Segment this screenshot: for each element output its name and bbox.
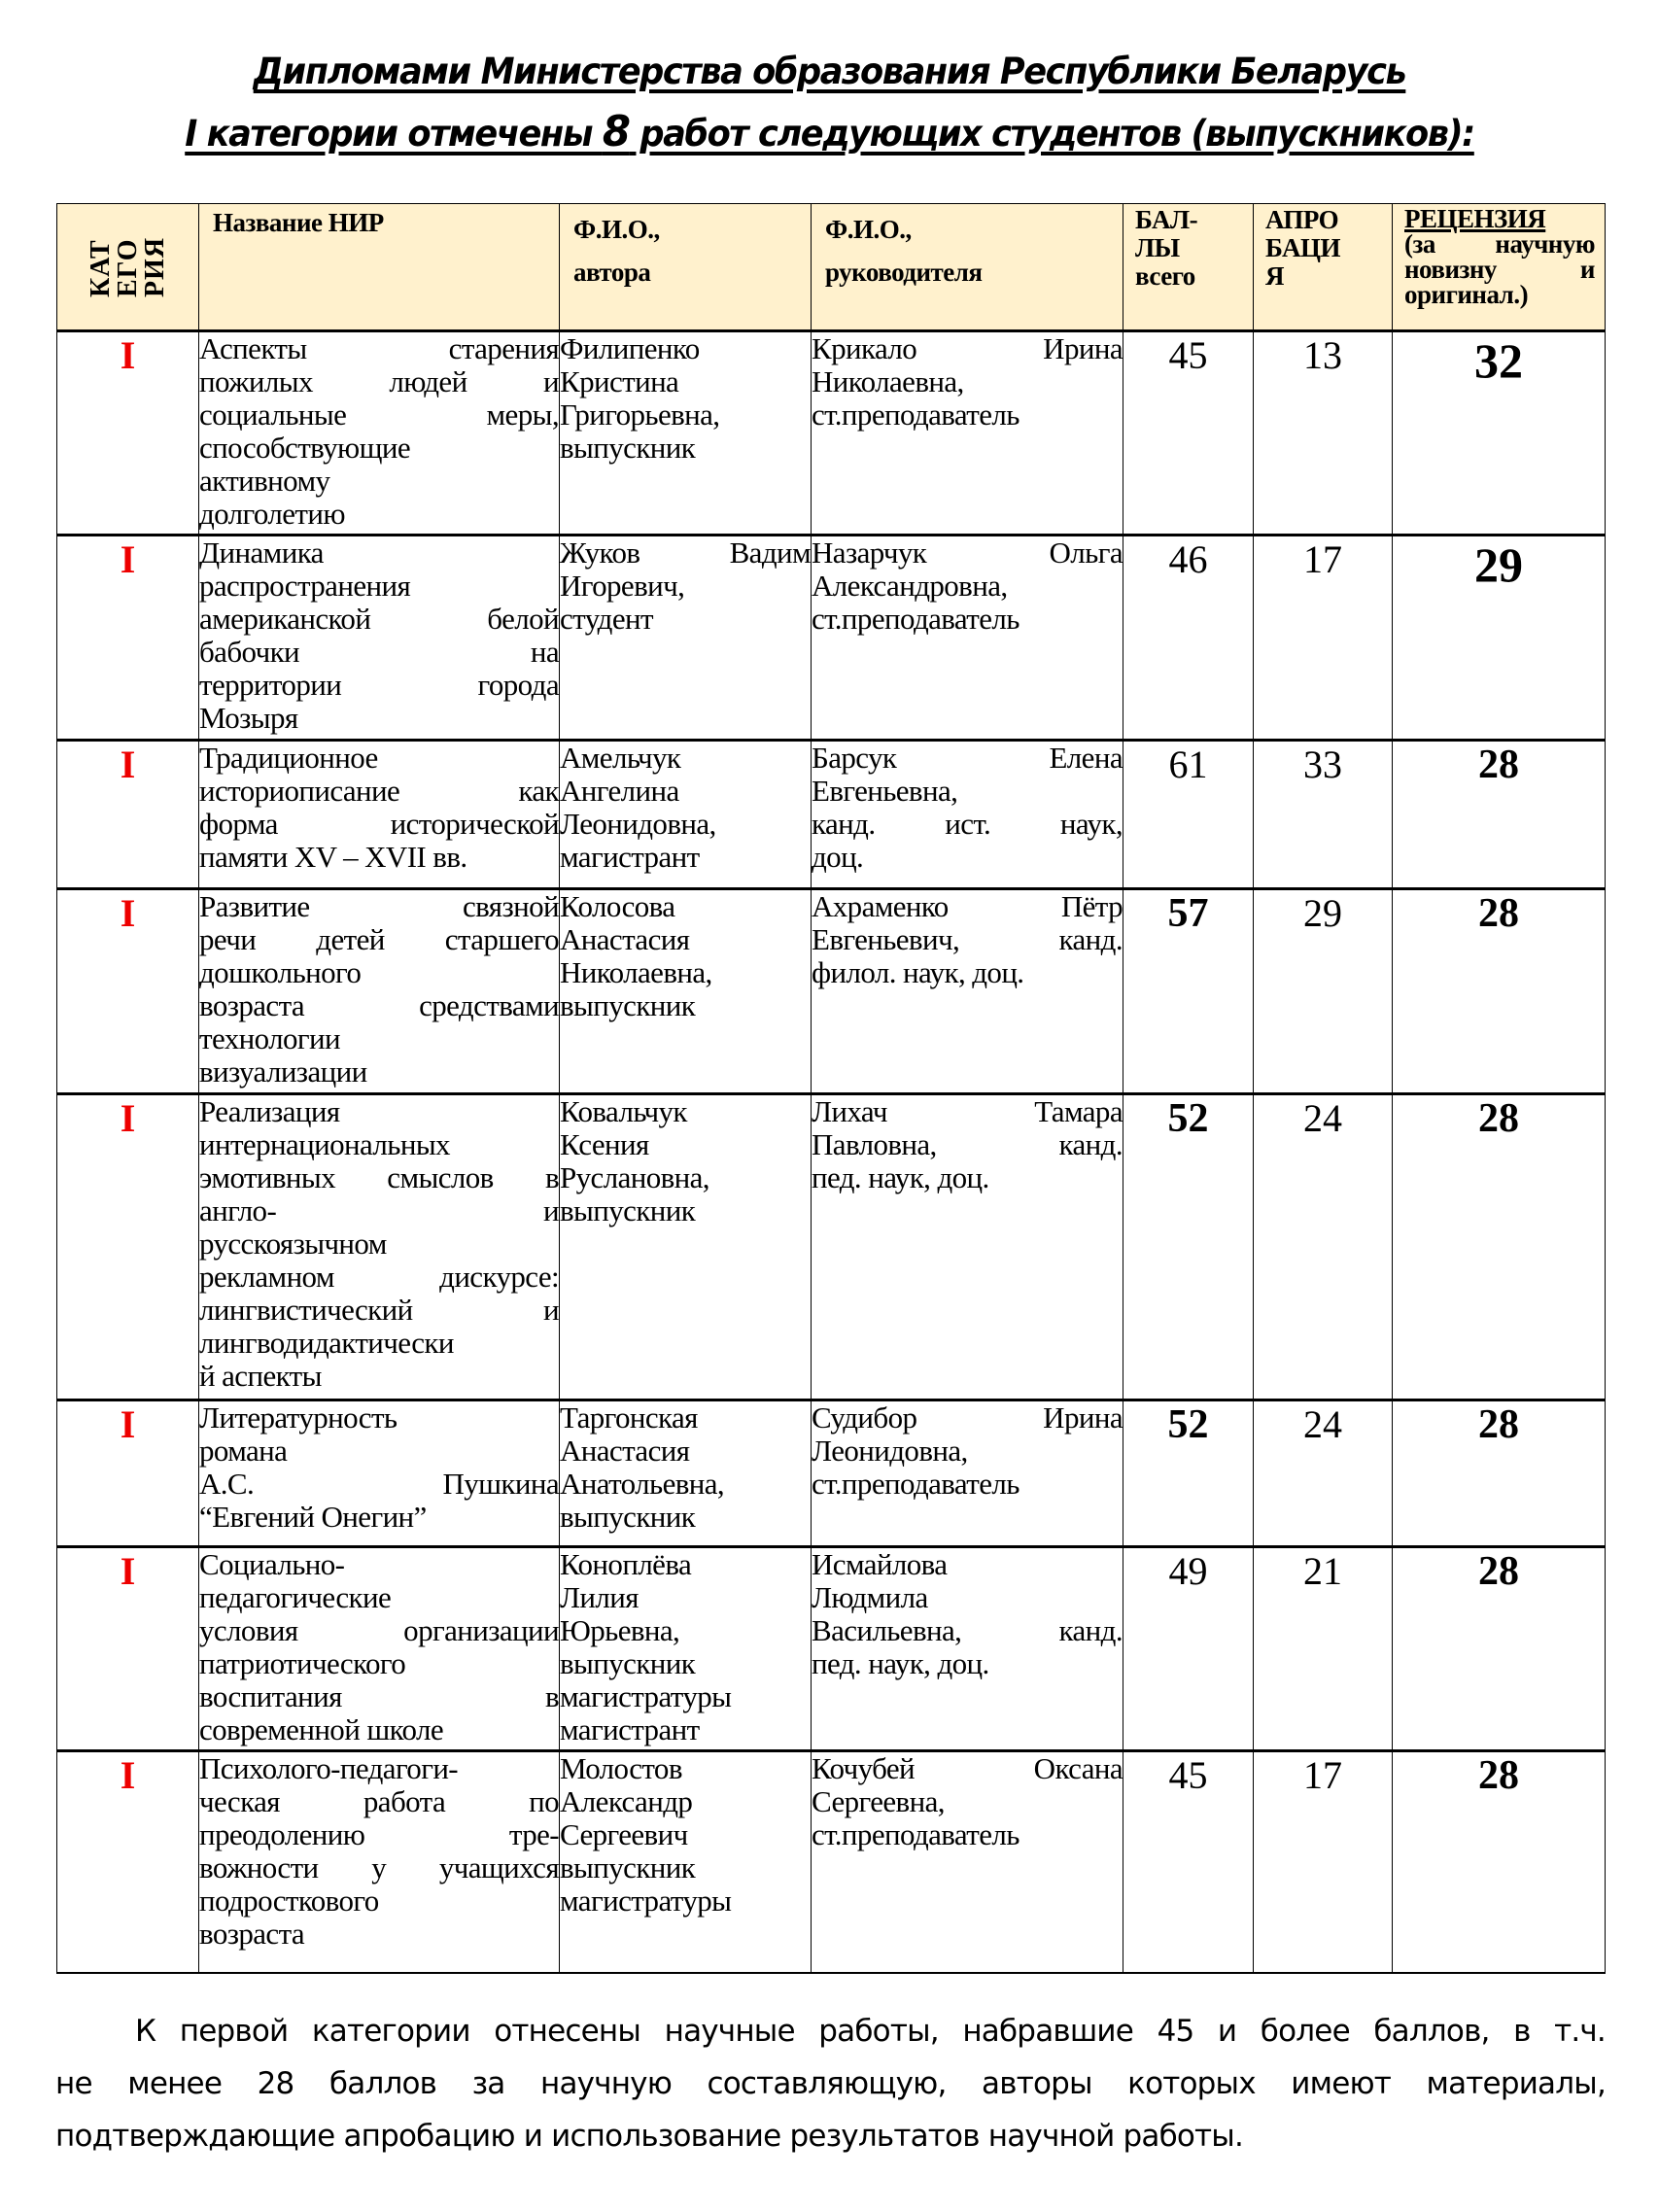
header-category: [57, 204, 199, 331]
cell-line: Филипенко: [560, 331, 700, 365]
cell-line: Александр: [560, 1784, 693, 1818]
title-count: 8: [602, 107, 630, 156]
cell-line: филол. наук, доц.: [812, 955, 1024, 989]
cell-line: Жуков Вадим: [560, 536, 811, 570]
score-cell: 57: [1123, 889, 1254, 1094]
author-cell: [560, 1400, 812, 1547]
cell-line: Исмайлова: [812, 1547, 948, 1581]
cell-line: американской белой: [199, 602, 559, 636]
cell-line: Юрьевна,: [560, 1613, 680, 1647]
title-cell: [199, 889, 560, 1094]
cell-line: ст.преподаватель: [812, 397, 1020, 432]
cell-line: Назарчук Ольга: [812, 536, 1123, 570]
cell-line: магистратуры: [560, 1679, 732, 1713]
cell-line: Ковальчук: [560, 1094, 687, 1128]
category-cell: I: [57, 536, 199, 741]
header-row: [57, 204, 1606, 331]
cell-line: педагогические: [199, 1580, 392, 1614]
score-cell: 61: [1123, 741, 1254, 889]
cell-line: лингвистический и: [199, 1293, 559, 1327]
table-row: [57, 1094, 1606, 1400]
footer-paragraph: [55, 2005, 1606, 2162]
cell-line: А.С. Пушкина: [199, 1467, 559, 1501]
author-cell: [560, 331, 812, 536]
cell-line: Молостов: [560, 1751, 682, 1785]
title-prefix: I категории отмечены: [185, 113, 603, 155]
cell-line: Евгеньевна,: [812, 774, 958, 808]
title-cell: [199, 536, 560, 741]
cell-line: й аспекты: [199, 1359, 322, 1393]
cell-line: канд. ист. наук,: [812, 807, 1123, 841]
review-cell: 28: [1393, 889, 1606, 1094]
title-suffix: работ следующих студентов (выпускников):: [629, 113, 1474, 155]
cell-line: речи детей старшего: [199, 922, 559, 956]
title-cell: [199, 741, 560, 889]
cell-line: возраста средствами: [199, 988, 559, 1022]
cell-line: доц.: [812, 840, 864, 874]
cell-line: Психолого-педагоги-: [199, 1751, 459, 1785]
cell-line: дошкольного: [199, 955, 362, 989]
author-cell: [560, 1094, 812, 1400]
score-cell: 45: [1123, 1751, 1254, 1973]
cell-line: Григорьевна,: [560, 397, 720, 432]
cell-line: Амельчук: [560, 741, 681, 775]
cell-line: интернациональных: [199, 1127, 450, 1161]
cell-line: Судибор Ирина: [812, 1400, 1123, 1434]
cell-line: русскоязычном: [199, 1227, 387, 1261]
author-cell: [560, 1547, 812, 1751]
table-row: [57, 331, 1606, 536]
cell-line: романа: [199, 1434, 288, 1468]
score-cell: 45: [1123, 331, 1254, 536]
approbation-cell: 17: [1254, 1751, 1393, 1973]
cell-line: историописание как: [199, 774, 559, 808]
cell-line: Аспекты старения: [199, 331, 559, 365]
cell-line: Традиционное: [199, 741, 378, 775]
cell-line: Литературность: [199, 1400, 397, 1434]
cell-line: ст.преподаватель: [812, 1467, 1020, 1501]
score-cell: 49: [1123, 1547, 1254, 1751]
cell-line: Колосова: [560, 889, 675, 923]
cell-line: вожности у учащихся: [199, 1850, 559, 1884]
cell-line: ст.преподаватель: [812, 1817, 1020, 1851]
cell-line: преодолению тре-: [199, 1817, 559, 1851]
review-cell: 29: [1393, 536, 1606, 741]
cell-line: магистрант: [560, 1712, 700, 1746]
cell-line: Сергеевич: [560, 1817, 688, 1851]
cell-line: Ксения: [560, 1127, 649, 1161]
cell-line: памяти XV – XVII вв.: [199, 840, 467, 874]
cell-line: выпускник: [560, 1850, 696, 1884]
cell-line: активному: [199, 464, 330, 498]
score-cell: 52: [1123, 1400, 1254, 1547]
cell-line: выпускник: [560, 431, 696, 465]
header-author: Ф.И.О., автора: [560, 204, 812, 331]
category-cell: I: [57, 1547, 199, 1751]
supervisor-cell: [812, 1751, 1123, 1973]
cell-line: долголетию: [199, 497, 345, 531]
cell-line: Реализация: [199, 1094, 340, 1128]
review-cell: 28: [1393, 1751, 1606, 1973]
cell-line: Таргонская: [560, 1400, 698, 1434]
cell-line: визуализации: [199, 1054, 367, 1089]
cell-line: Кристина: [560, 364, 679, 398]
cell-line: студент: [560, 602, 653, 636]
header-title: Название НИР: [199, 204, 560, 331]
approbation-cell: 29: [1254, 889, 1393, 1094]
approbation-cell: 24: [1254, 1094, 1393, 1400]
cell-line: Лихач Тамара: [812, 1094, 1123, 1128]
supervisor-cell: [812, 536, 1123, 741]
author-cell: [560, 741, 812, 889]
cell-line: Евгеньевич, канд.: [812, 922, 1123, 956]
footer-line: подтверждающие апробацию и использование результатов научной работы.: [55, 2119, 1244, 2154]
cell-line: пед. наук, доц.: [812, 1160, 989, 1194]
cell-line: Леонидовна,: [812, 1434, 968, 1468]
cell-line: распространения: [199, 569, 411, 603]
footer-line: К первой категории отнесены научные работы, набравшие 45 и более баллов, в т.ч.: [135, 2014, 1606, 2049]
cell-line: бабочки на: [199, 635, 559, 669]
cell-line: рекламном дискурсе:: [199, 1260, 559, 1294]
header-category-line: КАТ: [85, 238, 116, 297]
page-title-line-2: [42, 103, 1618, 163]
cell-line: Леонидовна,: [560, 807, 716, 841]
score-cell: 46: [1123, 536, 1254, 741]
review-cell: 28: [1393, 1400, 1606, 1547]
review-cell: 32: [1393, 331, 1606, 536]
cell-line: Павловна, канд.: [812, 1127, 1123, 1161]
cell-line: Кочубей Оксана: [812, 1751, 1123, 1785]
cell-line: Анастасия: [560, 922, 690, 956]
category-cell: I: [57, 331, 199, 536]
category-cell: I: [57, 1400, 199, 1547]
cell-line: Анастасия: [560, 1434, 690, 1468]
cell-line: магистрант: [560, 840, 700, 874]
cell-line: лингводидактически: [199, 1326, 454, 1360]
score-cell: 52: [1123, 1094, 1254, 1400]
cell-line: Николаевна,: [812, 364, 964, 398]
header-category-line: ЕГО: [112, 237, 143, 297]
header-score: БАЛ- ЛЫ всего: [1123, 204, 1254, 331]
cell-line: Николаевна,: [560, 955, 712, 989]
category-cell: I: [57, 1751, 199, 1973]
author-cell: [560, 889, 812, 1094]
header-supervisor: Ф.И.О., руководителя: [812, 204, 1123, 331]
footer-line: не менее 28 баллов за научную составляющую, авторы которых имеют материалы,: [55, 2066, 1606, 2101]
cell-line: Ахраменко Пётр: [812, 889, 1123, 923]
title-cell: [199, 1400, 560, 1547]
author-cell: [560, 536, 812, 741]
table-row: [57, 1400, 1606, 1547]
cell-line: воспитания в: [199, 1679, 559, 1713]
cell-line: выпускник: [560, 1193, 696, 1227]
cell-line: выпускник: [560, 1500, 696, 1534]
supervisor-cell: [812, 331, 1123, 536]
category-cell: I: [57, 889, 199, 1094]
supervisor-cell: [812, 741, 1123, 889]
cell-line: выпускник: [560, 1646, 696, 1680]
supervisor-cell: [812, 1094, 1123, 1400]
category-cell: I: [57, 741, 199, 889]
review-cell: 28: [1393, 1094, 1606, 1400]
cell-line: пед. наук, доц.: [812, 1646, 989, 1680]
table-row: [57, 889, 1606, 1094]
cell-line: Социально-: [199, 1547, 345, 1581]
cell-line: патриотического: [199, 1646, 406, 1680]
cell-line: Барсук Елена: [812, 741, 1123, 775]
cell-line: Динамика: [199, 536, 324, 570]
cell-line: ст.преподаватель: [812, 602, 1020, 636]
header-review: РЕЦЕНЗИЯ (за научную новизну и оригинал.): [1393, 204, 1606, 331]
cell-line: Ангелина: [560, 774, 679, 808]
cell-line: “Евгений Онегин”: [199, 1500, 427, 1534]
cell-line: Васильевна, канд.: [812, 1613, 1123, 1647]
cell-line: Развитие связной: [199, 889, 559, 923]
cell-line: технологии: [199, 1021, 340, 1055]
supervisor-cell: [812, 1400, 1123, 1547]
cell-line: англо- и: [199, 1193, 559, 1227]
cell-line: Мозыря: [199, 701, 298, 735]
cell-line: территории города: [199, 668, 559, 702]
cell-line: Александровна,: [812, 569, 1008, 603]
cell-line: эмотивных смыслов в: [199, 1160, 559, 1194]
table-row: [57, 536, 1606, 741]
cell-line: форма исторической: [199, 807, 559, 841]
approbation-cell: 13: [1254, 331, 1393, 536]
table-row: [57, 1547, 1606, 1751]
cell-line: ческая работа по: [199, 1784, 559, 1818]
supervisor-cell: [812, 1547, 1123, 1751]
cell-line: Анатольевна,: [560, 1467, 725, 1501]
approbation-cell: 33: [1254, 741, 1393, 889]
supervisor-cell: [812, 889, 1123, 1094]
page-title-line-1: Дипломами Министерства образования Республики Беларусь: [253, 51, 1406, 92]
review-cell: 28: [1393, 1547, 1606, 1751]
title-cell: [199, 1751, 560, 1973]
approbation-cell: 21: [1254, 1547, 1393, 1751]
cell-line: условия организации: [199, 1613, 559, 1647]
title-cell: [199, 1094, 560, 1400]
cell-line: способствующие: [199, 431, 411, 465]
cell-line: возраста: [199, 1917, 305, 1951]
header-approbation: АПРО БАЦИ Я: [1254, 204, 1393, 331]
cell-line: Сергеевна,: [812, 1784, 945, 1818]
header-review-title: РЕЦЕНЗИЯ: [1404, 204, 1546, 233]
cell-line: Коноплёва: [560, 1547, 692, 1581]
cell-line: Людмила: [812, 1580, 928, 1614]
header-category-line: РИЯ: [139, 236, 170, 297]
cell-line: подросткового: [199, 1884, 379, 1918]
author-cell: [560, 1751, 812, 1973]
awards-table: [56, 203, 1606, 1974]
title-cell: [199, 1547, 560, 1751]
title-cell: [199, 331, 560, 536]
table-row: [57, 741, 1606, 889]
cell-line: Игоревич,: [560, 569, 685, 603]
category-cell: I: [57, 1094, 199, 1400]
cell-line: Руслановна,: [560, 1160, 709, 1194]
table-row: [57, 1751, 1606, 1973]
cell-line: Крикало Ирина: [812, 331, 1123, 365]
review-cell: 28: [1393, 741, 1606, 889]
cell-line: магистратуры: [560, 1884, 732, 1918]
approbation-cell: 24: [1254, 1400, 1393, 1547]
approbation-cell: 17: [1254, 536, 1393, 741]
cell-line: современной школе: [199, 1712, 444, 1746]
cell-line: выпускник: [560, 988, 696, 1022]
cell-line: социальные меры,: [199, 397, 559, 432]
cell-line: пожилых людей и: [199, 364, 559, 398]
cell-line: Лилия: [560, 1580, 639, 1614]
